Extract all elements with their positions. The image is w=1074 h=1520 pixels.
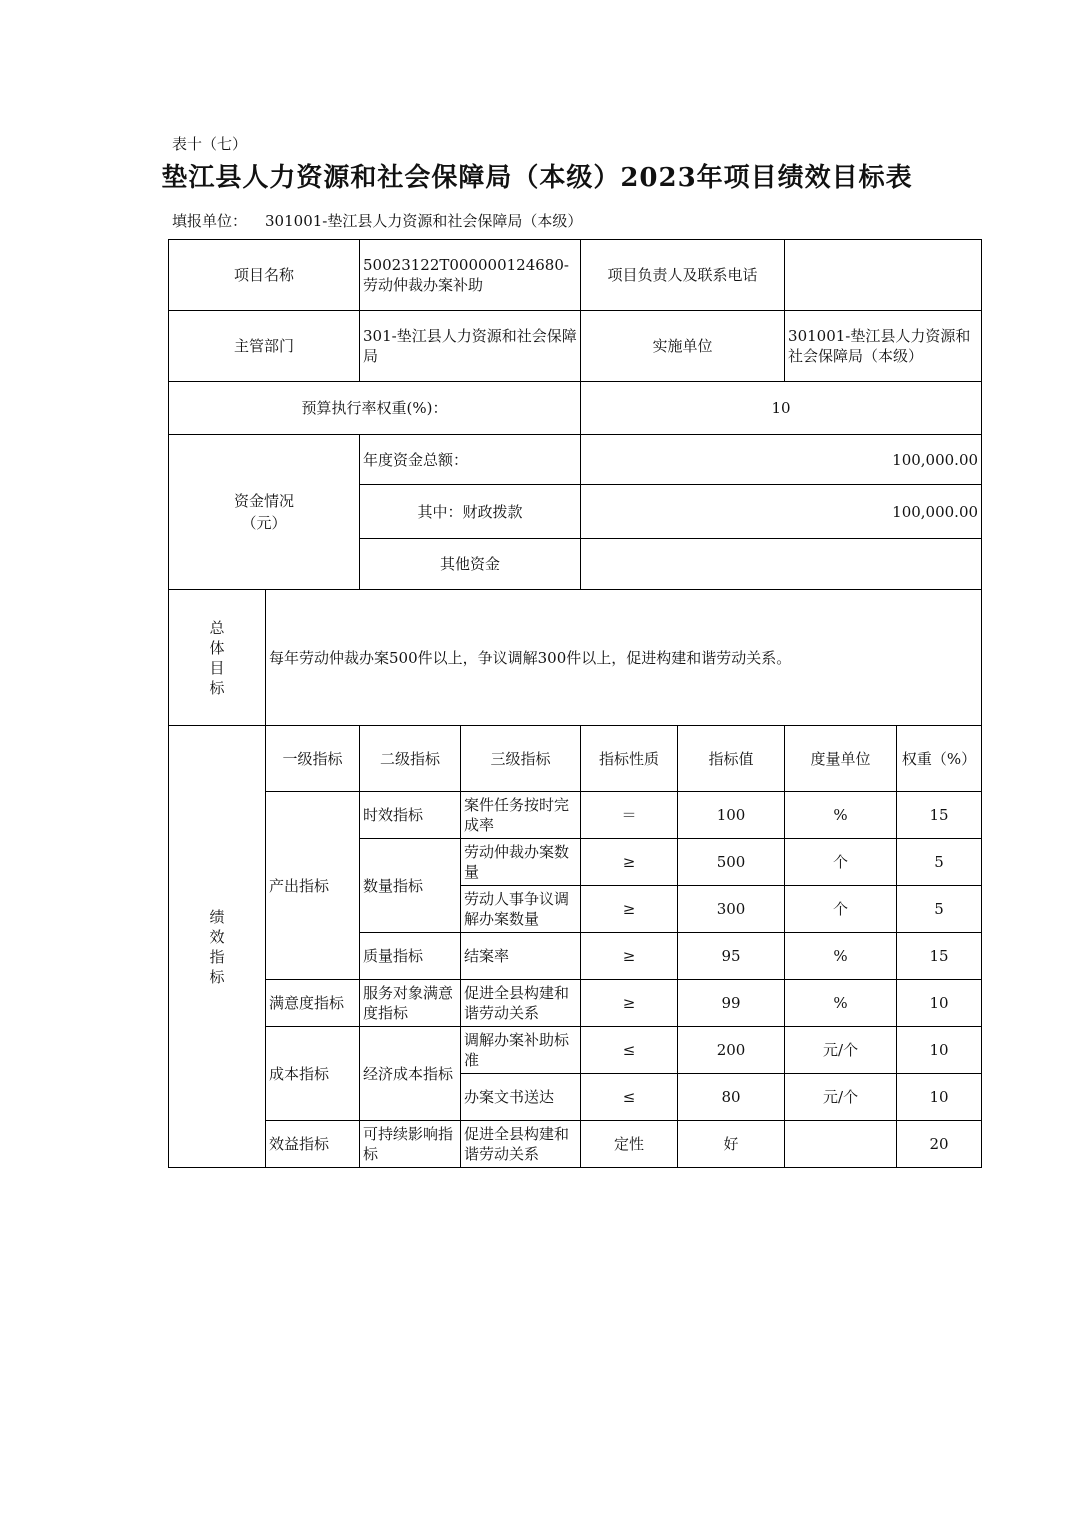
weight-cell: 15: [897, 933, 982, 980]
level2-economic: 经济成本指标: [360, 1027, 461, 1121]
nature-cell: ≥: [581, 886, 678, 933]
project-name-row: [169, 240, 982, 311]
weight-cell: 10: [897, 1074, 982, 1121]
project-name-value: 50023122T000000124680-劳动仲裁办案补助: [360, 240, 581, 311]
level3-cell: 调解办案补助标准: [461, 1027, 581, 1074]
funds-label: 资金情况 （元）: [169, 435, 360, 590]
unit-cell: 个: [785, 839, 897, 886]
level3-cell: 结案率: [461, 933, 581, 980]
level3-cell: 促进全县构建和谐劳动关系: [461, 1121, 581, 1168]
value-cell: 好: [678, 1121, 785, 1168]
project-name-label: 项目名称: [169, 240, 360, 311]
level2-sustain: 可持续影响指标: [360, 1121, 461, 1168]
level1-benefit: 效益指标: [266, 1121, 360, 1168]
nature-cell: ≤: [581, 1027, 678, 1074]
table-row: [169, 1027, 982, 1074]
dept-value: 301-垫江县人力资源和社会保障局: [360, 311, 581, 382]
level2-quantity: 数量指标: [360, 839, 461, 933]
project-leader-value: [785, 240, 982, 311]
weight-cell: 15: [897, 792, 982, 839]
unit-label: 实施单位: [581, 311, 785, 382]
level3-cell: 办案文书送达: [461, 1074, 581, 1121]
dept-label: 主管部门: [169, 311, 360, 382]
budget-value: 10: [581, 382, 982, 435]
weight-cell: 5: [897, 886, 982, 933]
weight-cell: 10: [897, 980, 982, 1027]
unit-cell: %: [785, 933, 897, 980]
goal-label: 总 体 目 标: [169, 590, 266, 726]
unit-cell: 元/个: [785, 1074, 897, 1121]
filler-value: 301001-垫江县人力资源和社会保障局（本级）: [265, 212, 583, 230]
value-cell: 100: [678, 792, 785, 839]
level2-timeliness: 时效指标: [360, 792, 461, 839]
goal-text: 每年劳动仲裁办案500件以上，争议调解300件以上，促进构建和谐劳动关系。: [266, 590, 982, 726]
nature-cell: ≥: [581, 839, 678, 886]
indicator-header-row: [169, 726, 982, 792]
page-title: 垫江县人力资源和社会保障局（本级）2023年项目绩效目标表: [161, 163, 913, 193]
funds-total-row: [169, 435, 982, 485]
weight-cell: 5: [897, 839, 982, 886]
level3-cell: 促进全县构建和谐劳动关系: [461, 980, 581, 1027]
table-row: [169, 980, 982, 1027]
funds-fiscal-value: 100,000.00: [581, 485, 982, 539]
budget-row: [169, 382, 982, 435]
value-cell: 500: [678, 839, 785, 886]
performance-table: [168, 239, 982, 1168]
value-cell: 80: [678, 1074, 785, 1121]
header-weight: 权重（%）: [897, 726, 982, 792]
level1-satisfaction: 满意度指标: [266, 980, 360, 1027]
goal-row: [169, 590, 982, 726]
filler-unit: [172, 210, 600, 231]
filler-label: 填报单位：: [172, 212, 248, 230]
nature-cell: 定性: [581, 1121, 678, 1168]
value-cell: 300: [678, 886, 785, 933]
value-cell: 99: [678, 980, 785, 1027]
level1-cost: 成本指标: [266, 1027, 360, 1121]
level2-service: 服务对象满意度指标: [360, 980, 461, 1027]
header-unit: 度量单位: [785, 726, 897, 792]
value-cell: 200: [678, 1027, 785, 1074]
header-nature: 指标性质: [581, 726, 678, 792]
nature-cell: ≤: [581, 1074, 678, 1121]
level3-cell: 案件任务按时完成率: [461, 792, 581, 839]
level2-quality: 质量指标: [360, 933, 461, 980]
table-row: [169, 792, 982, 839]
weight-cell: 20: [897, 1121, 982, 1168]
header-level1: 一级指标: [266, 726, 360, 792]
funds-other-label: 其他资金: [360, 539, 581, 590]
indicators-label: 绩 效 指 标: [169, 726, 266, 1168]
unit-value: 301001-垫江县人力资源和社会保障局（本级）: [785, 311, 982, 382]
form-number: 表十（七）: [172, 135, 248, 153]
project-leader-label: 项目负责人及联系电话: [581, 240, 785, 311]
nature-cell: ＝: [581, 792, 678, 839]
unit-cell: %: [785, 792, 897, 839]
weight-cell: 10: [897, 1027, 982, 1074]
header-level2: 二级指标: [360, 726, 461, 792]
unit-cell: 元/个: [785, 1027, 897, 1074]
level1-output: 产出指标: [266, 792, 360, 980]
unit-cell: 个: [785, 886, 897, 933]
budget-label: 预算执行率权重(%)：: [169, 382, 581, 435]
funds-total-label: 年度资金总额：: [360, 435, 581, 485]
nature-cell: ≥: [581, 933, 678, 980]
unit-cell: %: [785, 980, 897, 1027]
funds-other-value: [581, 539, 982, 590]
level3-cell: 劳动仲裁办案数量: [461, 839, 581, 886]
table-row: [169, 1121, 982, 1168]
funds-total-value: 100,000.00: [581, 435, 982, 485]
header-value: 指标值: [678, 726, 785, 792]
level3-cell: 劳动人事争议调解办案数量: [461, 886, 581, 933]
header-level3: 三级指标: [461, 726, 581, 792]
department-row: [169, 311, 982, 382]
value-cell: 95: [678, 933, 785, 980]
funds-fiscal-label: 其中：财政拨款: [360, 485, 581, 539]
unit-cell: [785, 1121, 897, 1168]
nature-cell: ≥: [581, 980, 678, 1027]
